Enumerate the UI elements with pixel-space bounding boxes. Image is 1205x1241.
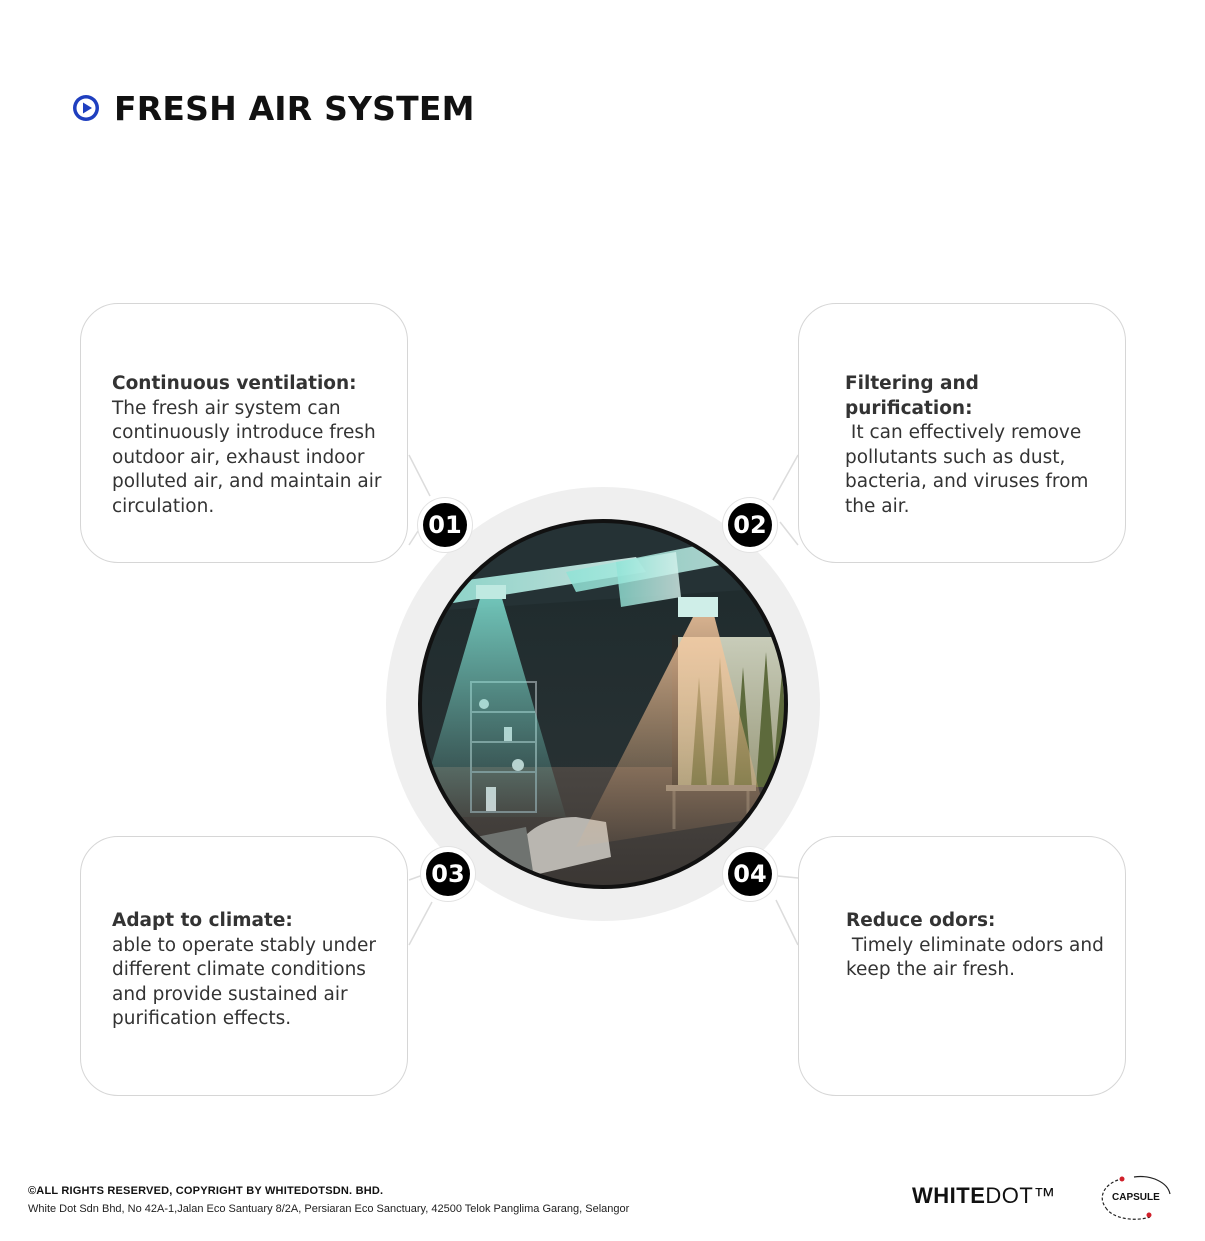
feature-number-badge: 01 [423,503,467,547]
capsule-label: CAPSULE [1112,1192,1160,1203]
brand-name-bold: WHITE [912,1183,986,1208]
feature-card-filtering-purification [798,303,1126,563]
feature-description: Timely eliminate odors and keep the air fresh. [846,934,1104,981]
feature-description: It can effectively remove pollutants such as dust, bacteria, and viruses from the air. [845,422,1089,517]
room-ventilation-illustration [416,517,790,891]
feature-title: Continuous ventilation: [112,373,357,394]
capsule-logo [1098,1172,1174,1222]
feature-number-badge: 02 [728,503,772,547]
capsule-logo-mark [1098,1172,1174,1222]
feature-title: Reduce odors: [846,910,996,931]
feature-description: The fresh air system can continuously introduce fresh outdoor air, exhaust indoor polluted air, and maintain air circulation. [112,397,382,517]
feature-card-adapt-to-climate [80,836,408,1096]
feature-description: able to operate stably under different climate conditions and provide sustained air purification effects. [112,934,376,1030]
feature-title: Filtering and purification: [845,373,979,419]
feature-title: Adapt to climate: [112,910,293,931]
footer-address: White Dot Sdn Bhd, No 42A-1,Jalan Eco Santuary 8/2A, Persiaran Eco Sanctuary, 42500 Telok Panglima Garang, Selangor [28,1203,630,1215]
feature-card-continuous-ventilation [80,303,408,563]
page-header [72,88,475,128]
feature-card-reduce-odors [798,836,1126,1096]
brand-name-light: DOT™ [985,1183,1056,1208]
feature-number-badge: 04 [728,852,772,896]
whitedot-logo [912,1183,1056,1209]
page-title: FRESH AIR SYSTEM [114,88,475,128]
play-circle-icon [72,94,100,122]
feature-number-badge: 03 [426,852,470,896]
footer-copyright: ©ALL RIGHTS RESERVED, COPYRIGHT BY WHITEDOTSDN. BHD. [28,1185,384,1197]
